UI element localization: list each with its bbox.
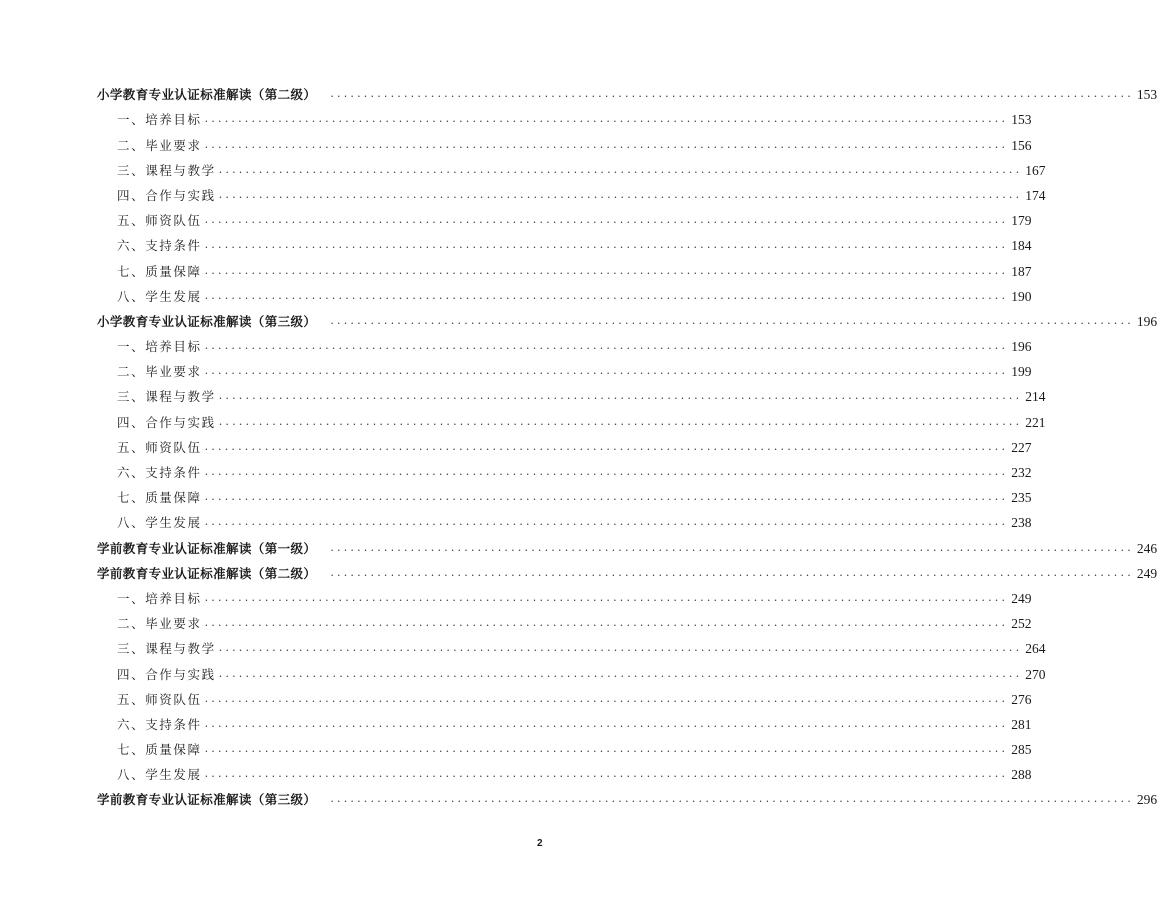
toc-entry-label: 二、毕业要求 — [117, 364, 202, 380]
toc-subsection-entry[interactable] — [97, 355, 1032, 380]
toc-entry-page-number: 249 — [1011, 590, 1032, 606]
toc-entry-label: 小学教育专业认证标准解读（第二级） — [97, 87, 317, 103]
toc-subsection-entry[interactable] — [97, 330, 1032, 355]
toc-entry-page-number: 199 — [1011, 364, 1032, 380]
toc-entry-label: 五、师资队伍 — [117, 213, 202, 229]
toc-entry-page-number: 196 — [1011, 339, 1032, 355]
toc-entry-label: 八、学生发展 — [117, 515, 202, 531]
dot-leader: ........................................................................................................................ — [330, 565, 1134, 579]
dot-leader: ........................................................................................................................ — [204, 465, 1009, 478]
toc-entry-page-number: 238 — [1011, 515, 1032, 531]
toc-subsection-entry[interactable] — [97, 708, 1032, 733]
toc-subsection-entry[interactable] — [97, 456, 1032, 481]
dot-leader: ........................................................................................................................ — [204, 112, 1009, 126]
dot-leader: ........................................................................................................................ — [218, 414, 1023, 428]
toc-subsection-entry[interactable] — [97, 280, 1032, 305]
dot-leader: ........................................................................................................................ — [204, 213, 1009, 227]
toc-subsection-entry[interactable] — [97, 506, 1032, 531]
dot-leader: ........................................................................................................................ — [218, 162, 1023, 176]
dot-leader: ........................................................................................................................ — [204, 616, 1009, 630]
toc-subsection-entry[interactable] — [97, 405, 1046, 430]
dot-leader: ........................................................................................................................ — [218, 389, 1023, 403]
toc-entry-label: 七、质量保障 — [117, 490, 202, 506]
toc-subsection-entry[interactable] — [97, 607, 1032, 632]
dot-leader: ........................................................................................................................ — [330, 87, 1134, 101]
toc-entry-label: 三、课程与教学 — [117, 641, 216, 657]
toc-entry-label: 八、学生发展 — [117, 288, 202, 304]
toc-subsection-entry[interactable] — [97, 229, 1032, 254]
toc-entry-label: 学前教育专业认证标准解读（第二级） — [97, 565, 317, 581]
dot-leader: ........................................................................................................................ — [204, 590, 1009, 604]
dot-leader: ........................................................................................................................ — [204, 339, 1009, 353]
toc-section-entry[interactable] — [97, 531, 1157, 556]
toc-entry-page-number: 227 — [1011, 439, 1032, 455]
toc-entry-page-number: 252 — [1011, 616, 1032, 632]
toc-entry-page-number: 264 — [1025, 641, 1046, 657]
toc-entry-page-number: 221 — [1025, 414, 1046, 430]
toc-entry-page-number: 196 — [1136, 313, 1157, 329]
toc-entry-label: 五、师资队伍 — [117, 439, 202, 455]
table-of-contents — [97, 78, 1157, 808]
toc-subsection-entry[interactable] — [97, 657, 1046, 682]
toc-subsection-entry[interactable] — [97, 632, 1046, 657]
toc-entry-page-number: 296 — [1136, 792, 1157, 808]
toc-section-entry[interactable] — [97, 557, 1157, 582]
toc-entry-page-number: 276 — [1011, 691, 1032, 707]
toc-entry-page-number: 232 — [1011, 465, 1032, 480]
toc-entry-label: 一、培养目标 — [117, 112, 202, 128]
toc-section-entry[interactable] — [97, 78, 1157, 103]
dot-leader: ........................................................................................................................ — [204, 238, 1009, 252]
toc-entry-page-number: 179 — [1011, 213, 1032, 229]
toc-subsection-entry[interactable] — [97, 733, 1032, 758]
dot-leader: ........................................................................................................................ — [204, 137, 1009, 151]
toc-entry-label: 五、师资队伍 — [117, 691, 202, 707]
dot-leader: ........................................................................................................................ — [330, 313, 1134, 327]
toc-entry-page-number: 167 — [1025, 162, 1046, 178]
toc-entry-label: 学前教育专业认证标准解读（第一级） — [97, 540, 317, 556]
toc-entry-label: 六、支持条件 — [117, 238, 202, 254]
dot-leader: ........................................................................................................................ — [204, 439, 1009, 453]
toc-entry-label: 六、支持条件 — [117, 465, 202, 480]
dot-leader: ........................................................................................................................ — [204, 767, 1009, 781]
toc-entry-page-number: 281 — [1011, 716, 1032, 732]
toc-entry-page-number: 184 — [1011, 238, 1032, 254]
toc-entry-page-number: 174 — [1025, 187, 1046, 203]
dot-leader: ........................................................................................................................ — [204, 515, 1009, 529]
toc-entry-label: 七、质量保障 — [117, 742, 202, 758]
toc-entry-page-number: 285 — [1011, 742, 1032, 758]
toc-entry-page-number: 249 — [1136, 565, 1157, 581]
toc-entry-page-number: 153 — [1011, 112, 1032, 128]
toc-entry-label: 六、支持条件 — [117, 716, 202, 732]
dot-leader: ........................................................................................................................ — [204, 263, 1009, 277]
toc-subsection-entry[interactable] — [97, 103, 1032, 128]
toc-entry-label: 二、毕业要求 — [117, 137, 202, 153]
page-number: 2 — [537, 838, 543, 849]
toc-entry-page-number: 246 — [1136, 540, 1157, 556]
toc-entry-label: 三、课程与教学 — [117, 162, 216, 178]
toc-entry-label: 二、毕业要求 — [117, 616, 202, 632]
toc-subsection-entry[interactable] — [97, 683, 1032, 708]
toc-entry-page-number: 190 — [1011, 288, 1032, 304]
dot-leader: ........................................................................................................................ — [218, 666, 1023, 680]
dot-leader: ........................................................................................................................ — [204, 742, 1009, 756]
toc-entry-label: 四、合作与实践 — [117, 187, 216, 203]
toc-entry-label: 一、培养目标 — [117, 590, 202, 606]
toc-subsection-entry[interactable] — [97, 154, 1046, 179]
toc-entry-page-number: 235 — [1011, 490, 1032, 506]
dot-leader: ........................................................................................................................ — [204, 691, 1009, 705]
toc-entry-page-number: 288 — [1011, 767, 1032, 783]
toc-subsection-entry[interactable] — [97, 431, 1032, 456]
toc-entry-label: 小学教育专业认证标准解读（第三级） — [97, 313, 317, 329]
toc-entry-page-number: 270 — [1025, 666, 1046, 682]
toc-entry-label: 八、学生发展 — [117, 767, 202, 783]
dot-leader: ........................................................................................................................ — [204, 288, 1009, 302]
dot-leader: ........................................................................................................................ — [330, 540, 1134, 554]
toc-subsection-entry[interactable] — [97, 179, 1046, 204]
toc-entry-label: 学前教育专业认证标准解读（第三级） — [97, 792, 317, 808]
dot-leader: ........................................................................................................................ — [204, 490, 1009, 504]
toc-subsection-entry[interactable] — [97, 128, 1032, 153]
toc-entry-label: 七、质量保障 — [117, 263, 202, 279]
toc-entry-page-number: 214 — [1025, 389, 1046, 405]
toc-entry-label: 一、培养目标 — [117, 339, 202, 355]
toc-entry-page-number: 153 — [1136, 87, 1157, 103]
dot-leader: ........................................................................................................................ — [204, 364, 1009, 378]
toc-section-entry[interactable] — [97, 305, 1157, 330]
dot-leader: ........................................................................................................................ — [330, 792, 1134, 806]
dot-leader: ........................................................................................................................ — [218, 187, 1023, 201]
dot-leader: ........................................................................................................................ — [218, 641, 1023, 655]
toc-entry-page-number: 156 — [1011, 137, 1032, 153]
dot-leader: ........................................................................................................................ — [204, 716, 1009, 730]
toc-entry-page-number: 187 — [1011, 263, 1032, 279]
toc-subsection-entry[interactable] — [97, 254, 1032, 279]
toc-subsection-entry[interactable] — [97, 481, 1032, 506]
toc-subsection-entry[interactable] — [97, 380, 1046, 405]
toc-entry-label: 三、课程与教学 — [117, 389, 216, 405]
toc-section-entry[interactable] — [97, 783, 1157, 808]
toc-entry-label: 四、合作与实践 — [117, 414, 216, 430]
toc-entry-label: 四、合作与实践 — [117, 666, 216, 682]
toc-subsection-entry[interactable] — [97, 582, 1032, 607]
toc-subsection-entry[interactable] — [97, 204, 1032, 229]
toc-subsection-entry[interactable] — [97, 758, 1032, 783]
